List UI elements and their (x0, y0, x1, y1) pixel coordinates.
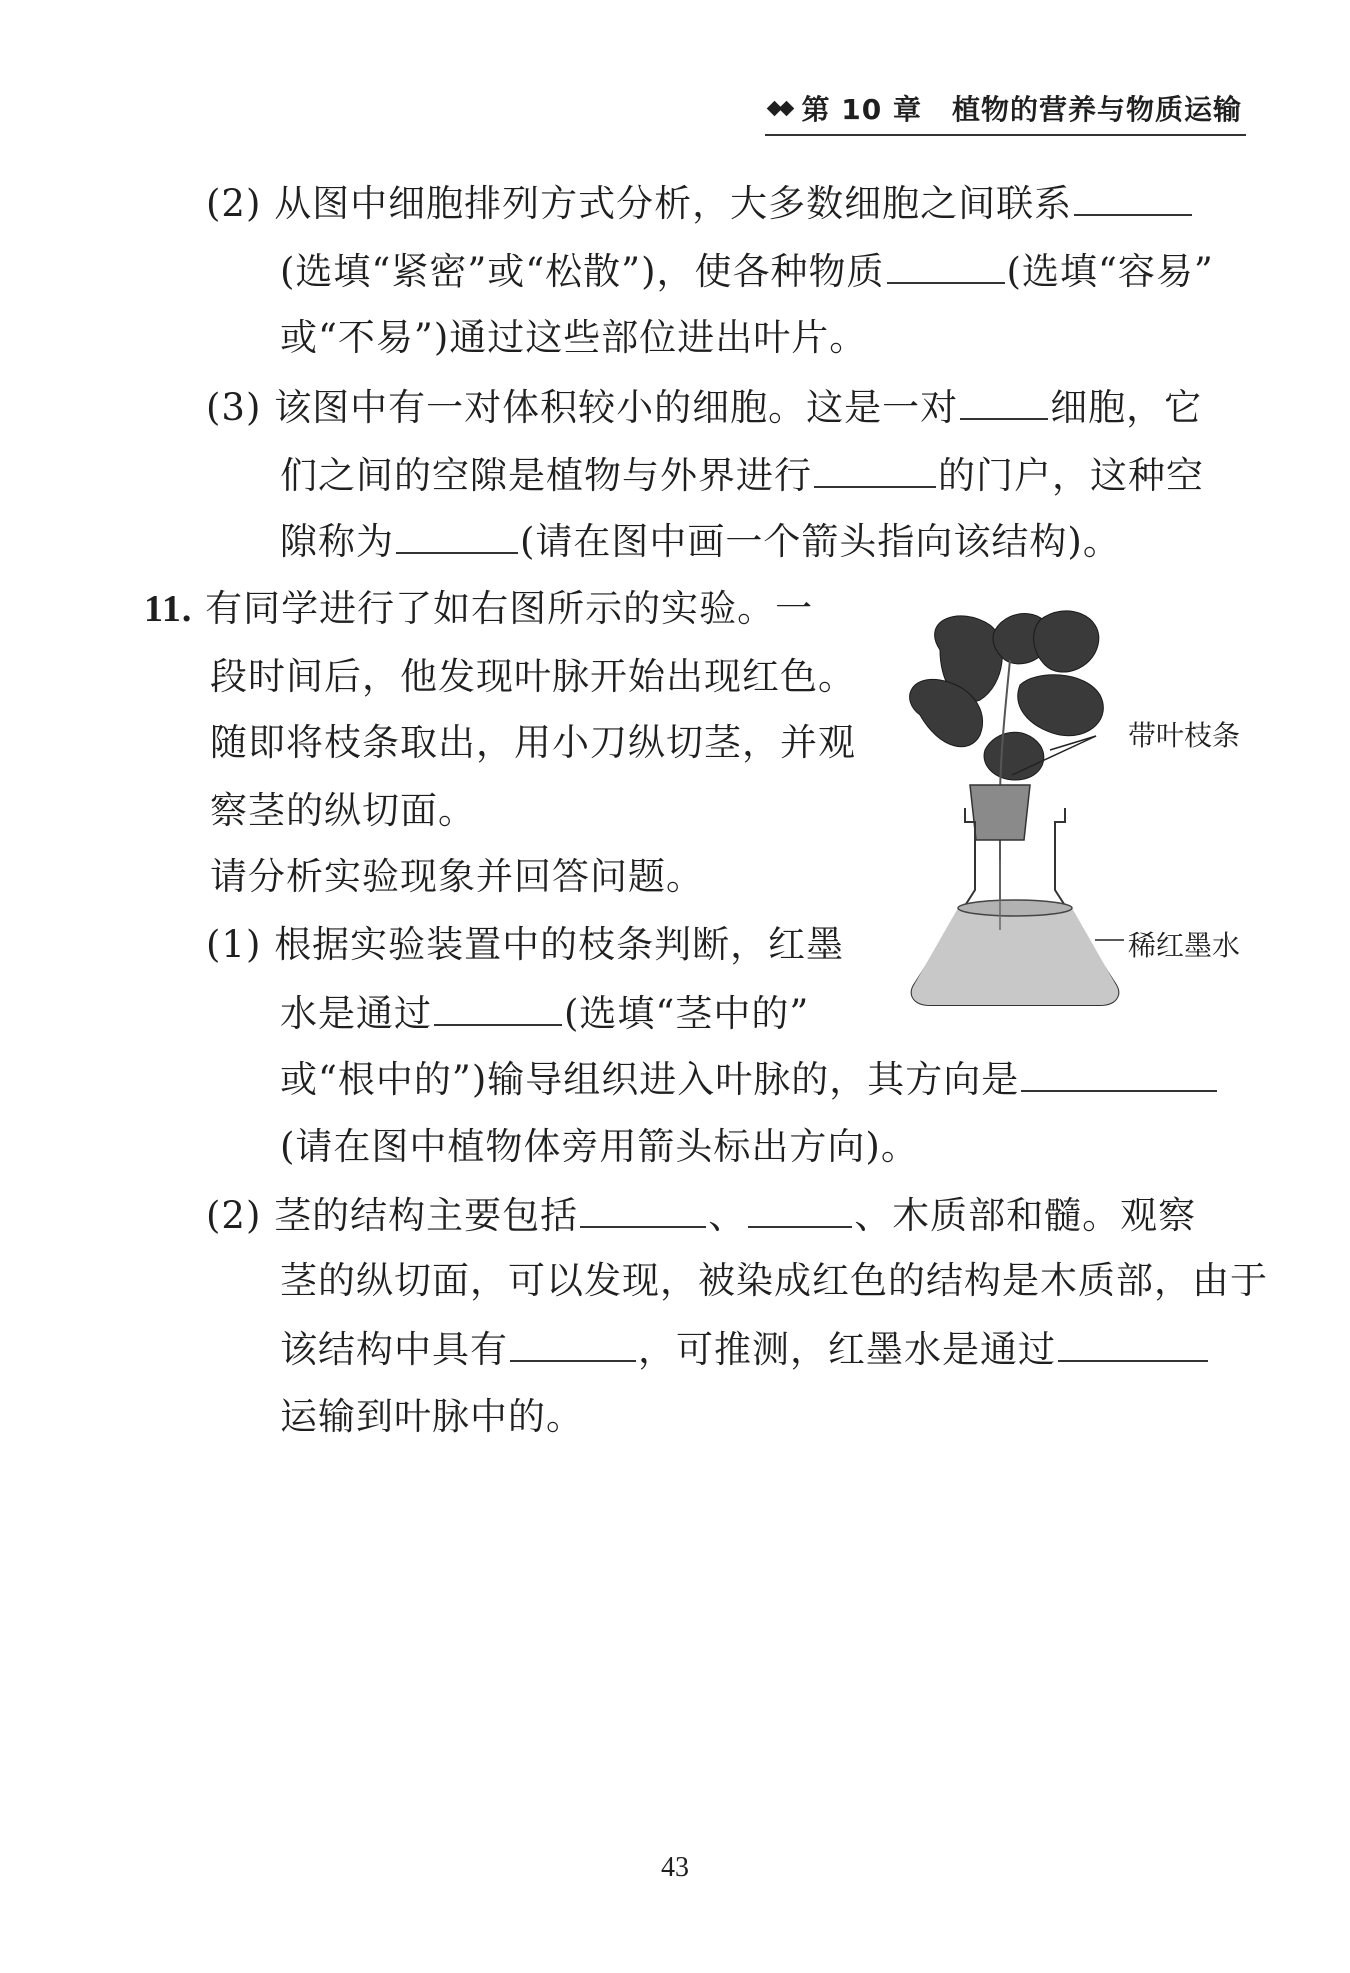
q11-part1-line3: 或“根中的”)输导组织进入叶脉的，其方向是 (280, 1060, 1219, 1098)
q11-part1-line1: (1) 根据实验装置中的枝条判断，红墨 (206, 923, 845, 966)
answer-blank[interactable] (887, 252, 1005, 284)
diamond-bullet-icon (769, 103, 792, 114)
q10-part2-line2: (选填“紧密”或“松散”)，使各种物质 (选填“容易” (280, 250, 1214, 293)
q11-line3: 随即将枝条取出，用小刀纵切茎，并观 (210, 721, 856, 764)
q10-part3-line2: 们之间的空隙是植物与外界进行 的门户，这种空 (280, 454, 1204, 497)
q11-part1-line2: 水是通过 (选填“茎中的” (280, 992, 810, 1035)
answer-blank[interactable] (1058, 1330, 1208, 1362)
q11-line2: 段时间后，他发现叶脉开始出现红色。 (210, 655, 856, 698)
q11-part2-line4: 运输到叶脉中的。 (280, 1395, 584, 1438)
q11-part2-label: (2) (206, 1194, 262, 1237)
answer-blank[interactable] (396, 522, 518, 554)
answer-blank[interactable] (434, 994, 562, 1026)
answer-blank[interactable] (580, 1196, 706, 1228)
stopper (970, 785, 1030, 840)
chapter-header (765, 88, 1246, 136)
q11-part2-line1: (2) 茎的结构主要包括 、 、木质部和髓。观察 (206, 1194, 1197, 1237)
red-ink-liquid (912, 908, 1119, 1005)
answer-blank[interactable] (1021, 1060, 1217, 1092)
q11-line4: 察茎的纵切面。 (210, 789, 476, 832)
q11-line5: 请分析实验现象并回答问题。 (210, 855, 704, 898)
q10-part2-line1: (2) 从图中细胞排列方式分析，大多数细胞之间联系 (206, 184, 1194, 222)
q10-part2-line3: 或“不易”)通过这些部位进出叶片。 (280, 316, 868, 359)
chapter-number: 第 10 章 (801, 93, 922, 126)
q10-part3-line3: 隙称为 (请在图中画一个箭头指向该结构)。 (280, 520, 1121, 563)
answer-blank[interactable] (748, 1196, 852, 1228)
label-red-ink: 稀红墨水 (1128, 929, 1241, 962)
q11-line1: 11. 有同学进行了如右图所示的实验。一 (144, 587, 814, 630)
answer-blank[interactable] (814, 456, 936, 488)
chapter-title: 植物的营养与物质运输 (951, 93, 1242, 126)
answer-blank[interactable] (1074, 184, 1192, 216)
q11-part1-label: (1) (206, 923, 262, 966)
q10-part2-label: (2) (206, 182, 262, 225)
q11-part1-line4: (请在图中植物体旁用箭头标出方向)。 (280, 1125, 919, 1168)
answer-blank[interactable] (960, 388, 1048, 420)
answer-blank[interactable] (510, 1330, 636, 1362)
page-number: 43 (661, 1852, 689, 1883)
q11-part2-line2: 茎的纵切面，可以发现，被染成红色的结构是木质部，由于 (280, 1259, 1268, 1302)
q11-part2-line3: 该结构中具有 ，可推测，红墨水是通过 (280, 1330, 1210, 1368)
q10-part3-label: (3) (206, 386, 262, 429)
q10-part3-line1: (3) 该图中有一对体积较小的细胞。这是一对 细胞，它 (206, 386, 1203, 429)
label-leafy-branch: 带叶枝条 (1128, 719, 1241, 752)
question-number: 11. (144, 588, 193, 630)
